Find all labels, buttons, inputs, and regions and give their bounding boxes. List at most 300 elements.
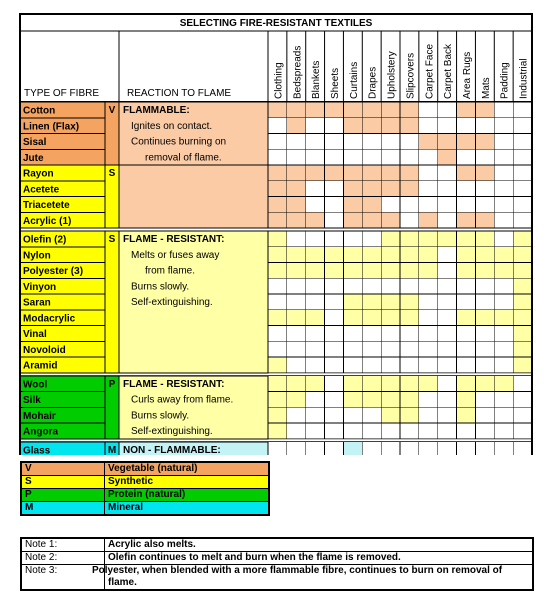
use-cell <box>343 278 362 294</box>
use-header-curtains: Curtains <box>348 61 360 99</box>
use-cell <box>400 442 419 455</box>
note-row <box>21 565 533 591</box>
fibre-name: Cotton <box>23 105 56 117</box>
use-cell-marked <box>268 165 287 181</box>
use-cell <box>287 357 306 373</box>
use-header-carpet-face: Carpet Face <box>424 43 436 99</box>
use-cell-marked <box>287 212 306 228</box>
use-cell <box>325 294 344 310</box>
use-cell-marked <box>457 165 476 181</box>
use-cell-marked <box>268 181 287 197</box>
use-cell <box>381 326 400 342</box>
use-cell-marked <box>362 310 381 326</box>
use-cell <box>343 231 362 247</box>
header-type-of-fibre: TYPE OF FIBRE <box>24 88 100 99</box>
use-cell <box>287 442 306 455</box>
use-cell <box>306 341 325 357</box>
use-cell-marked <box>513 310 532 326</box>
use-cell <box>306 357 325 373</box>
use-cell-marked <box>419 376 438 392</box>
use-cell <box>438 442 457 455</box>
use-cell <box>268 118 287 134</box>
use-cell <box>475 326 494 342</box>
use-cell-marked <box>343 310 362 326</box>
use-cell-marked <box>343 294 362 310</box>
use-cell <box>306 442 325 455</box>
reaction-line: Continues burning on <box>131 136 227 148</box>
use-cell <box>457 278 476 294</box>
use-cell-marked <box>306 212 325 228</box>
use-header-bedspreads: Bedspreads <box>292 45 304 99</box>
use-cell <box>306 326 325 342</box>
use-cell <box>268 149 287 165</box>
use-cell <box>494 118 513 134</box>
reaction-heading: FLAMMABLE: <box>123 105 190 116</box>
use-header-mats: Mats <box>480 77 492 99</box>
use-cell-marked <box>343 263 362 279</box>
fibre-name: Jute <box>23 152 44 164</box>
use-cell <box>475 357 494 373</box>
note-label: Note 2: <box>21 552 105 565</box>
use-cell <box>400 357 419 373</box>
use-cell-marked <box>513 231 532 247</box>
use-cell-marked <box>268 310 287 326</box>
use-cell <box>268 278 287 294</box>
use-cell <box>438 278 457 294</box>
use-cell <box>306 134 325 150</box>
use-cell <box>343 407 362 423</box>
use-cell <box>306 392 325 408</box>
use-cell <box>457 118 476 134</box>
use-cell-marked <box>513 326 532 342</box>
use-cell <box>419 442 438 455</box>
use-cell <box>494 407 513 423</box>
use-cell-marked <box>306 247 325 263</box>
use-cell <box>287 423 306 439</box>
use-cell <box>475 118 494 134</box>
use-cell-marked <box>475 263 494 279</box>
use-cell <box>513 423 532 439</box>
use-header-sheets: Sheets <box>330 67 341 99</box>
use-cell <box>494 341 513 357</box>
use-cell-marked <box>513 278 532 294</box>
fibre-code-label: V <box>108 105 116 116</box>
use-cell <box>457 181 476 197</box>
use-cell <box>362 326 381 342</box>
use-cell-marked <box>306 263 325 279</box>
reaction-heading: FLAME - RESISTANT: <box>123 234 225 245</box>
use-cell-marked <box>362 392 381 408</box>
use-cell <box>513 165 532 181</box>
fibre-type-legend <box>20 461 270 516</box>
header-reaction-to-flame: REACTION TO FLAME <box>127 88 232 99</box>
use-cell-marked <box>381 407 400 423</box>
use-cell-marked <box>362 263 381 279</box>
use-cell-marked <box>513 341 532 357</box>
use-cell-marked <box>325 263 344 279</box>
use-cell-marked <box>287 165 306 181</box>
use-cell-marked <box>419 231 438 247</box>
use-cell-marked <box>494 376 513 392</box>
use-cell <box>457 442 476 455</box>
use-cell <box>325 212 344 228</box>
fibre-name: Sisal <box>23 137 47 148</box>
use-cell <box>419 392 438 408</box>
use-cell <box>362 407 381 423</box>
use-cell-marked <box>306 102 325 118</box>
legend-row-synthetic <box>21 476 269 489</box>
use-cell-marked <box>343 212 362 228</box>
use-cell <box>362 149 381 165</box>
use-cell-marked <box>268 392 287 408</box>
use-cell-marked <box>268 263 287 279</box>
use-cell <box>438 423 457 439</box>
use-cell-marked <box>513 357 532 373</box>
use-cell <box>325 278 344 294</box>
use-cell-marked <box>381 310 400 326</box>
reaction-line: Curls away from flame. <box>131 394 234 406</box>
legend-row-mineral <box>21 502 269 516</box>
use-cell <box>475 294 494 310</box>
fibre-name: Aramid <box>23 360 58 372</box>
use-cell-marked <box>457 376 476 392</box>
use-cell-marked <box>475 247 494 263</box>
use-cell <box>381 197 400 213</box>
use-cell <box>438 310 457 326</box>
use-cell <box>362 423 381 439</box>
use-cell <box>513 392 532 408</box>
use-cell <box>494 212 513 228</box>
use-cell-marked <box>268 376 287 392</box>
use-cell <box>325 442 344 455</box>
use-cell-marked <box>419 263 438 279</box>
use-cell <box>400 278 419 294</box>
use-cell-marked <box>287 247 306 263</box>
use-cell-marked <box>268 212 287 228</box>
use-cell <box>325 310 344 326</box>
use-cell-marked <box>362 294 381 310</box>
use-cell <box>287 231 306 247</box>
use-cell-marked <box>400 247 419 263</box>
legend-label: Protein (natural) <box>105 489 270 502</box>
use-cell <box>362 442 381 455</box>
use-cell <box>287 278 306 294</box>
fibre-name: Mohair <box>23 410 56 422</box>
use-cell <box>419 278 438 294</box>
use-cell <box>381 357 400 373</box>
use-cell <box>475 442 494 455</box>
use-cell <box>325 134 344 150</box>
use-cell <box>268 294 287 310</box>
use-cell <box>343 326 362 342</box>
chart-title: SELECTING FIRE-RESISTANT TEXTILES <box>179 18 373 29</box>
use-cell <box>513 149 532 165</box>
use-cell-marked <box>268 197 287 213</box>
use-cell-marked <box>287 310 306 326</box>
legend-label: Synthetic <box>105 476 270 489</box>
fibre-name: Wool <box>23 379 48 391</box>
use-cell-marked <box>362 376 381 392</box>
use-cell <box>475 341 494 357</box>
use-cell <box>419 341 438 357</box>
use-cell <box>494 134 513 150</box>
use-cell-marked <box>381 165 400 181</box>
use-cell-marked <box>457 263 476 279</box>
use-cell <box>457 197 476 213</box>
use-cell-marked <box>457 407 476 423</box>
use-cell <box>419 326 438 342</box>
use-cell <box>419 165 438 181</box>
use-cell-marked <box>268 407 287 423</box>
use-cell <box>306 231 325 247</box>
use-header-clothing: Clothing <box>273 62 285 99</box>
use-cell <box>475 278 494 294</box>
use-header-industrial: Industrial <box>518 58 530 99</box>
fibre-name: Olefin (2) <box>23 234 67 246</box>
use-cell <box>457 294 476 310</box>
use-cell-marked <box>513 294 532 310</box>
use-cell-marked <box>343 197 362 213</box>
use-cell-marked <box>475 231 494 247</box>
use-cell-marked <box>419 212 438 228</box>
use-cell <box>513 376 532 392</box>
legend-code: P <box>21 489 105 502</box>
use-cell <box>438 294 457 310</box>
use-cell <box>381 149 400 165</box>
use-cell <box>287 341 306 357</box>
use-cell <box>475 149 494 165</box>
use-cell <box>287 407 306 423</box>
use-cell <box>438 357 457 373</box>
use-cell <box>494 423 513 439</box>
use-cell <box>325 181 344 197</box>
use-cell <box>306 407 325 423</box>
fibre-name: Saran <box>23 297 51 309</box>
use-cell <box>494 231 513 247</box>
use-cell <box>400 326 419 342</box>
use-cell <box>494 326 513 342</box>
use-cell <box>419 357 438 373</box>
use-cell-marked <box>400 263 419 279</box>
use-cell-marked <box>362 247 381 263</box>
use-cell <box>306 278 325 294</box>
reaction-line: Melts or fuses away <box>131 249 220 261</box>
use-cell-marked <box>400 294 419 310</box>
use-cell <box>362 357 381 373</box>
use-cell <box>419 149 438 165</box>
use-cell-marked <box>419 134 438 150</box>
use-cell <box>494 102 513 118</box>
use-cell <box>362 134 381 150</box>
use-cell-marked <box>475 376 494 392</box>
note-label: Note 3: <box>21 565 105 591</box>
notes-table <box>20 537 534 591</box>
use-cell-marked <box>438 149 457 165</box>
use-cell-marked <box>400 407 419 423</box>
use-cell <box>325 231 344 247</box>
use-cell-marked <box>343 165 362 181</box>
use-cell <box>325 407 344 423</box>
reaction-line: Burns slowly. <box>131 410 190 422</box>
use-cell-marked <box>475 310 494 326</box>
use-cell <box>306 423 325 439</box>
note-label: Note 1: <box>21 538 105 552</box>
use-cell-marked <box>381 392 400 408</box>
use-cell <box>494 165 513 181</box>
use-cell-marked <box>343 102 362 118</box>
use-cell-marked <box>475 165 494 181</box>
fibre-name: Silk <box>23 395 41 406</box>
legend-label: Vegetable (natural) <box>105 462 270 476</box>
use-cell <box>306 118 325 134</box>
legend-label: Mineral <box>105 502 270 516</box>
legend-code: V <box>21 462 105 476</box>
use-cell <box>400 341 419 357</box>
use-cell <box>419 423 438 439</box>
use-cell <box>494 149 513 165</box>
use-cell-marked <box>475 134 494 150</box>
use-cell-marked <box>381 294 400 310</box>
use-cell <box>457 357 476 373</box>
use-cell <box>381 278 400 294</box>
reaction-line: Ignites on contact. <box>131 120 213 132</box>
use-cell <box>494 294 513 310</box>
use-header-upholstery: Upholstery <box>386 51 398 99</box>
use-cell-marked <box>362 165 381 181</box>
use-cell-marked <box>381 231 400 247</box>
use-cell <box>306 181 325 197</box>
use-cell <box>438 407 457 423</box>
use-header-drapes: Drapes <box>367 66 379 99</box>
use-cell-marked <box>381 102 400 118</box>
use-cell <box>325 392 344 408</box>
use-cell <box>438 376 457 392</box>
use-cell <box>400 212 419 228</box>
use-cell <box>381 134 400 150</box>
use-cell-marked <box>494 310 513 326</box>
use-cell-marked <box>362 102 381 118</box>
use-cell <box>362 278 381 294</box>
use-cell <box>513 407 532 423</box>
use-cell <box>494 181 513 197</box>
reaction-line: Burns slowly. <box>131 281 190 293</box>
use-cell <box>306 294 325 310</box>
fibre-name: Vinyon <box>23 281 57 293</box>
use-cell <box>400 423 419 439</box>
use-cell-marked <box>381 118 400 134</box>
use-cell-marked <box>325 247 344 263</box>
use-cell <box>325 357 344 373</box>
use-cell <box>325 149 344 165</box>
use-cell-marked <box>400 102 419 118</box>
fibre-name: Linen (Flax) <box>23 121 80 133</box>
use-cell <box>419 181 438 197</box>
use-cell-marked <box>268 102 287 118</box>
use-cell-marked <box>400 231 419 247</box>
fibre-code-label: S <box>108 234 116 245</box>
use-cell-marked <box>287 263 306 279</box>
use-cell <box>438 341 457 357</box>
use-cell <box>475 423 494 439</box>
reaction-line: removal of flame. <box>145 152 222 164</box>
note-text: Acrylic also melts. <box>105 538 534 552</box>
use-cell <box>513 134 532 150</box>
use-cell-marked <box>400 118 419 134</box>
use-cell <box>325 118 344 134</box>
use-cell <box>400 134 419 150</box>
use-cell <box>513 181 532 197</box>
use-cell-marked <box>419 247 438 263</box>
use-cell-marked <box>306 165 325 181</box>
reaction-line: Self-extinguishing. <box>131 426 213 437</box>
use-cell-marked <box>400 165 419 181</box>
use-cell <box>475 392 494 408</box>
use-cell-marked <box>494 247 513 263</box>
use-cell-marked <box>494 263 513 279</box>
use-cell <box>287 326 306 342</box>
use-cell <box>325 423 344 439</box>
use-cell-marked <box>287 392 306 408</box>
use-cell <box>494 392 513 408</box>
use-cell-marked <box>400 181 419 197</box>
use-cell <box>325 326 344 342</box>
use-cell <box>325 376 344 392</box>
use-cell-marked <box>438 231 457 247</box>
use-cell <box>419 118 438 134</box>
use-cell-marked <box>306 310 325 326</box>
use-cell <box>287 134 306 150</box>
fibre-name: Angora <box>23 426 58 438</box>
fibre-name: Triacetete <box>23 200 70 211</box>
use-header-blankets: Blankets <box>311 60 323 99</box>
use-cell <box>513 212 532 228</box>
use-cell-marked <box>457 392 476 408</box>
reaction-cell <box>119 165 268 228</box>
use-cell <box>494 278 513 294</box>
reaction-line: from flame. <box>145 265 196 277</box>
use-cell-marked <box>343 442 362 455</box>
use-cell-marked <box>457 134 476 150</box>
use-cell <box>475 407 494 423</box>
use-cell <box>325 341 344 357</box>
use-cell <box>343 357 362 373</box>
fibre-name: Glass <box>23 445 51 455</box>
use-cell-marked <box>513 263 532 279</box>
use-cell-marked <box>343 118 362 134</box>
use-cell-marked <box>287 118 306 134</box>
use-cell-marked <box>475 212 494 228</box>
use-cell <box>513 102 532 118</box>
use-cell-marked <box>362 181 381 197</box>
use-cell <box>325 197 344 213</box>
note-text: Olefin continues to melt and burn when the flame is removed. <box>105 552 534 565</box>
use-cell <box>268 134 287 150</box>
fibre-code-label: S <box>108 168 116 179</box>
use-cell <box>268 442 287 455</box>
use-cell <box>513 118 532 134</box>
use-cell-marked <box>400 392 419 408</box>
use-cell-marked <box>381 181 400 197</box>
use-cell <box>419 294 438 310</box>
use-cell <box>287 294 306 310</box>
note-row <box>21 538 533 552</box>
use-cell <box>457 149 476 165</box>
use-cell-marked <box>343 181 362 197</box>
reaction-heading: FLAME - RESISTANT: <box>123 378 225 390</box>
use-cell <box>438 165 457 181</box>
use-cell <box>438 102 457 118</box>
fibre-name: Novoloid <box>23 344 66 356</box>
